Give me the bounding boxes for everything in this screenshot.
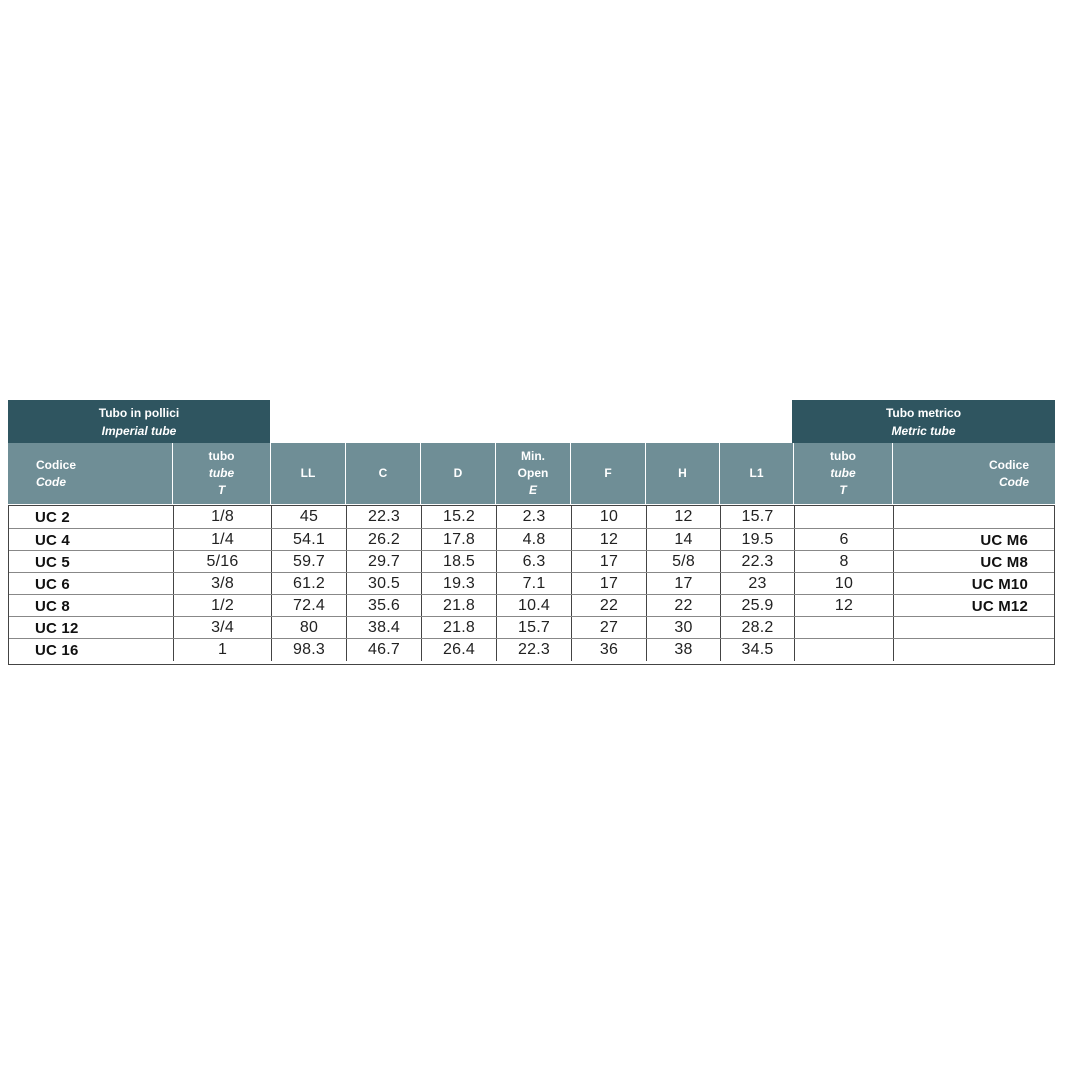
cell-tube: 1/4 xyxy=(173,529,271,551)
header-code-label: Codice xyxy=(36,457,77,472)
cell-e: 2.3 xyxy=(496,506,571,528)
cell-d: 18.5 xyxy=(421,551,496,573)
header-c xyxy=(345,443,420,504)
cell-h: 22 xyxy=(646,595,720,617)
cell-mtube: 8 xyxy=(794,551,893,573)
cell-e: 10.4 xyxy=(496,595,571,617)
cell-c: 38.4 xyxy=(346,617,421,639)
cell-ll: 54.1 xyxy=(271,529,346,551)
metric-tube-group-header xyxy=(792,400,1055,443)
table-row xyxy=(9,506,1054,528)
cell-mtube xyxy=(794,639,893,661)
header-ll xyxy=(270,443,345,504)
cell-e: 22.3 xyxy=(496,639,571,661)
header-mtube-sublabel: tube xyxy=(830,466,856,480)
header-l1 xyxy=(719,443,793,504)
cell-tube: 3/8 xyxy=(173,573,271,595)
cell-h: 17 xyxy=(646,573,720,595)
cell-e: 7.1 xyxy=(496,573,571,595)
cell-c: 29.7 xyxy=(346,551,421,573)
cell-mcode xyxy=(893,617,1054,639)
cell-c: 35.6 xyxy=(346,595,421,617)
cell-f: 17 xyxy=(571,551,646,573)
cell-d: 19.3 xyxy=(421,573,496,595)
header-ll-label: LL xyxy=(300,466,316,480)
cell-h: 5/8 xyxy=(646,551,720,573)
cell-d: 17.8 xyxy=(421,529,496,551)
cell-ll: 45 xyxy=(271,506,346,528)
cell-ll: 72.4 xyxy=(271,595,346,617)
header-h xyxy=(645,443,719,504)
header-mtube-symbol: T xyxy=(839,483,847,497)
header-tube xyxy=(172,443,270,504)
cell-h: 38 xyxy=(646,639,720,661)
cell-code: UC 6 xyxy=(35,575,70,593)
cell-code: UC 12 xyxy=(35,619,79,637)
header-f xyxy=(570,443,645,504)
cell-mcode xyxy=(893,506,1054,528)
metric-group-subtitle: Metric tube xyxy=(891,423,956,438)
cell-l1: 28.2 xyxy=(720,617,794,639)
cell-h: 30 xyxy=(646,617,720,639)
header-f-label: F xyxy=(604,466,612,480)
header-mcode-sublabel: Code xyxy=(999,474,1029,489)
cell-code: UC 4 xyxy=(35,531,70,549)
cell-d: 26.4 xyxy=(421,639,496,661)
header-open-label2: Open xyxy=(517,466,549,480)
cell-f: 12 xyxy=(571,529,646,551)
cell-code: UC 16 xyxy=(35,641,79,659)
cell-l1: 23 xyxy=(720,573,794,595)
table-row xyxy=(9,528,1054,551)
cell-mtube: 10 xyxy=(794,573,893,595)
table-row xyxy=(9,594,1054,617)
cell-f: 36 xyxy=(571,639,646,661)
header-l1-label: L1 xyxy=(749,466,764,480)
cell-mcode: UC M12 xyxy=(893,595,1054,617)
cell-c: 30.5 xyxy=(346,573,421,595)
cell-ll: 59.7 xyxy=(271,551,346,573)
cell-l1: 25.9 xyxy=(720,595,794,617)
header-open-label: Min. xyxy=(521,449,545,463)
cell-d: 15.2 xyxy=(421,506,496,528)
header-open-symbol: E xyxy=(528,483,537,497)
imperial-group-title: Tubo in pollici xyxy=(98,405,180,420)
cell-tube: 1/8 xyxy=(173,506,271,528)
cell-e: 15.7 xyxy=(496,617,571,639)
cell-mtube xyxy=(794,506,893,528)
cell-ll: 80 xyxy=(271,617,346,639)
cell-l1: 15.7 xyxy=(720,506,794,528)
cell-e: 6.3 xyxy=(496,551,571,573)
cell-h: 14 xyxy=(646,529,720,551)
header-code-sublabel: Code xyxy=(36,474,66,489)
cell-code: UC 2 xyxy=(35,508,70,526)
header-metric-code xyxy=(892,443,1055,504)
header-d xyxy=(420,443,495,504)
table-row xyxy=(9,572,1054,595)
cell-c: 46.7 xyxy=(346,639,421,661)
header-mcode-label: Codice xyxy=(988,457,1029,472)
header-h-label: H xyxy=(678,466,687,480)
cell-code: UC 5 xyxy=(35,553,70,571)
cell-mcode: UC M6 xyxy=(893,529,1054,551)
cell-tube: 5/16 xyxy=(173,551,271,573)
header-c-label: C xyxy=(378,466,388,480)
header-d-label: D xyxy=(453,466,463,480)
cell-c: 22.3 xyxy=(346,506,421,528)
cell-l1: 22.3 xyxy=(720,551,794,573)
cell-mcode: UC M10 xyxy=(893,573,1054,595)
cell-l1: 34.5 xyxy=(720,639,794,661)
header-tube-symbol: T xyxy=(217,483,226,497)
cell-f: 17 xyxy=(571,573,646,595)
table-row xyxy=(9,638,1054,661)
imperial-group-subtitle: Imperial tube xyxy=(101,423,177,438)
cell-f: 10 xyxy=(571,506,646,528)
cell-h: 12 xyxy=(646,506,720,528)
cell-f: 27 xyxy=(571,617,646,639)
imperial-tube-group-header xyxy=(8,400,270,443)
dimensions-table xyxy=(8,505,1055,665)
header-mtube-label: tubo xyxy=(830,449,856,463)
cell-mcode: UC M8 xyxy=(893,551,1054,573)
header-tube-label: tubo xyxy=(208,449,235,463)
header-min-open xyxy=(495,443,570,504)
cell-tube: 1 xyxy=(173,639,271,661)
cell-e: 4.8 xyxy=(496,529,571,551)
header-metric-tube xyxy=(793,443,892,504)
cell-mtube: 12 xyxy=(794,595,893,617)
cell-l1: 19.5 xyxy=(720,529,794,551)
cell-ll: 98.3 xyxy=(271,639,346,661)
cell-mcode xyxy=(893,639,1054,661)
cell-mtube: 6 xyxy=(794,529,893,551)
cell-ll: 61.2 xyxy=(271,573,346,595)
table-row xyxy=(9,616,1054,639)
metric-group-title: Tubo metrico xyxy=(885,405,962,420)
cell-tube: 3/4 xyxy=(173,617,271,639)
header-code xyxy=(8,443,172,504)
cell-code: UC 8 xyxy=(35,597,70,615)
cell-tube: 1/2 xyxy=(173,595,271,617)
table-row xyxy=(9,550,1054,573)
cell-c: 26.2 xyxy=(346,529,421,551)
cell-f: 22 xyxy=(571,595,646,617)
cell-mtube xyxy=(794,617,893,639)
cell-d: 21.8 xyxy=(421,617,496,639)
header-tube-sublabel: tube xyxy=(208,466,235,480)
cell-d: 21.8 xyxy=(421,595,496,617)
